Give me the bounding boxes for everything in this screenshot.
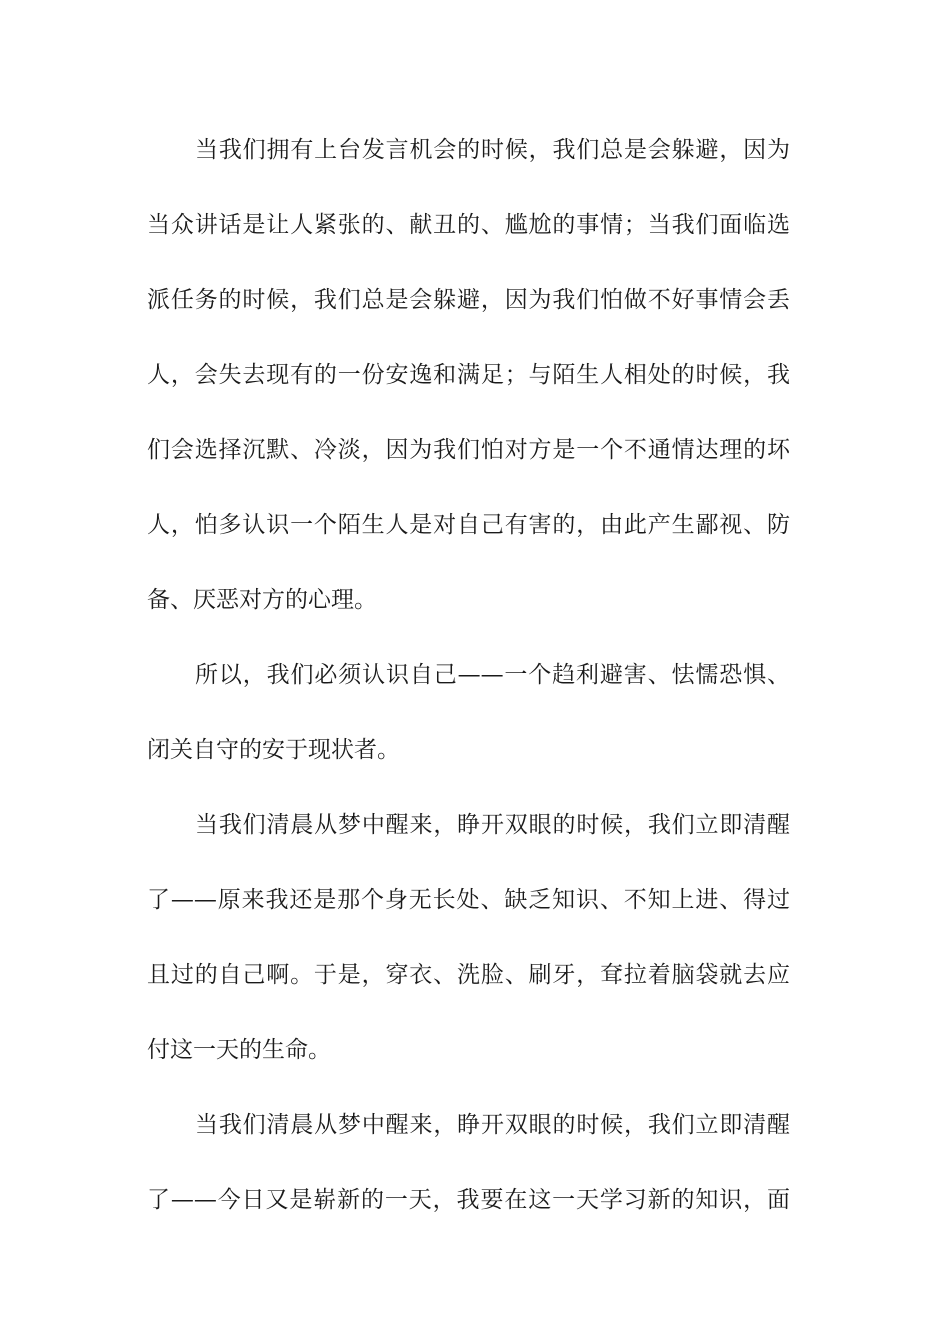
- paragraph-1-line-5: 们会选择沉默、冷淡，因为我们怕对方是一个不通情达理的坏: [147, 437, 790, 463]
- paragraph-2-line-2: 闭关自守的安于现状者。: [147, 737, 400, 763]
- paragraph-1-line-7: 备、厌恶对方的心理。: [147, 587, 377, 613]
- paragraph-1-line-4: 人，会失去现有的一份安逸和满足；与陌生人相处的时候，我: [147, 362, 790, 388]
- paragraph-2-line-1: 所以，我们必须认识自己——一个趋利避害、怯懦恐惧、: [195, 662, 790, 688]
- paragraph-3-line-3: 且过的自己啊。于是，穿衣、洗脸、刷牙，耷拉着脑袋就去应: [147, 962, 790, 988]
- paragraph-1-line-6: 人，怕多认识一个陌生人是对自己有害的，由此产生鄙视、防: [147, 512, 790, 538]
- paragraph-1-line-1: 当我们拥有上台发言机会的时候，我们总是会躲避，因为: [195, 137, 790, 163]
- paragraph-1-line-3: 派任务的时候，我们总是会躲避，因为我们怕做不好事情会丢: [147, 287, 790, 313]
- paragraph-4-line-2: 了——今日又是崭新的一天，我要在这一天学习新的知识，面: [147, 1187, 790, 1213]
- paragraph-3-line-4: 付这一天的生命。: [147, 1037, 331, 1063]
- paragraph-3-line-2: 了——原来我还是那个身无长处、缺乏知识、不知上进、得过: [147, 887, 790, 913]
- paragraph-1-line-2: 当众讲话是让人紧张的、献丑的、尴尬的事情；当我们面临选: [147, 212, 790, 238]
- paragraph-4-line-1: 当我们清晨从梦中醒来，睁开双眼的时候，我们立即清醒: [195, 1112, 790, 1138]
- paragraph-3-line-1: 当我们清晨从梦中醒来，睁开双眼的时候，我们立即清醒: [195, 812, 790, 838]
